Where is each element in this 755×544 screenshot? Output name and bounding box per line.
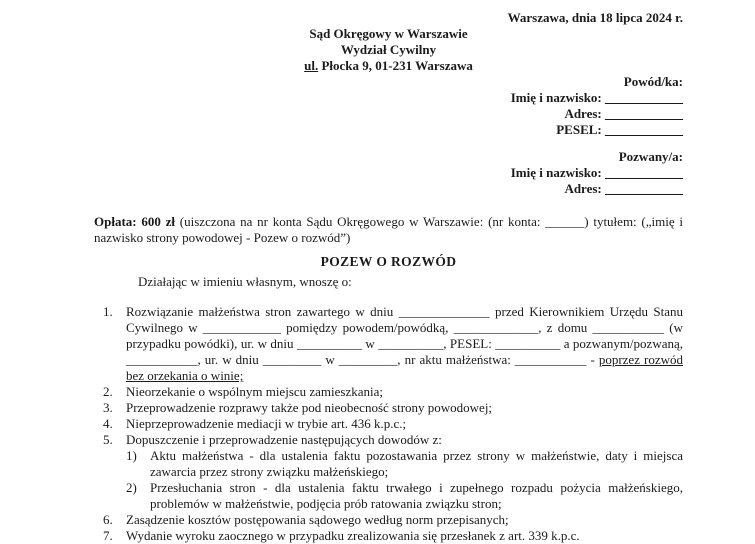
petition-item-1: [94, 304, 683, 384]
defendant-address-blank: ____________: [605, 181, 683, 196]
item-number: 2.: [103, 384, 113, 399]
court-block: [94, 26, 683, 74]
plaintiff-name-label: Imię i nazwisko:: [510, 90, 605, 105]
document-title: POZEW O ROZWÓD: [320, 254, 457, 269]
defendant-address-label: Adres:: [564, 181, 605, 196]
defendant-block: [94, 149, 683, 197]
sub-item-text: Aktu małżeństwa - dla ustalenia faktu pozostawania przez strony w małżeństwie, daty i miejsca zawarcia przez strony związku małżeńskiego;: [150, 448, 683, 479]
fee-paragraph: [94, 214, 683, 246]
item-text: [126, 304, 683, 384]
item-number: 5.: [103, 432, 113, 447]
court-address-street-abbr: ul.: [304, 58, 319, 73]
petition-item-5-sub-1: [126, 448, 683, 480]
defendant-name-label: Imię i nazwisko:: [510, 165, 605, 180]
petition-item-3: [94, 400, 683, 416]
item-text: [126, 432, 683, 512]
plaintiff-heading: Powód/ka:: [623, 74, 683, 89]
plaintiff-name-field: [94, 90, 683, 106]
item-number: 6.: [103, 512, 113, 527]
sub-item-number: 1): [126, 448, 137, 463]
petition-item-6: [94, 512, 683, 528]
item-text: Nieprzeprowadzenie mediacji w trybie art. 436 k.p.c.;: [126, 416, 407, 431]
item-text: Wydanie wyroku zaocznego w przypadku zrealizowania się przesłanek z art. 339 k.p.c.: [126, 528, 580, 543]
sub-item-number: 2): [126, 480, 137, 495]
plaintiff-name-blank: ____________: [605, 90, 683, 105]
item-text: Zasądzenie kosztów postępowania sądowego według norm przepisanych;: [126, 512, 509, 527]
plaintiff-pesel-label: PESEL:: [556, 122, 605, 137]
defendant-heading: Pozwany/a:: [618, 149, 683, 164]
court-address-rest: Płocka 9, 01-231 Warszawa: [318, 58, 473, 73]
item-1-text: Rozwiązanie małżeństwa stron zawartego w dniu ______________ przed Kierownikiem Urzędu Stanu Cywilnego w ____________ pomiędzy powodem/powódką, _____________, z domu ___________ (w przypadku powódki), ur. w dniu __________ w __________, PESEL: __________ a pozwanym/pozwaną, ___________, ur. w dniu _________ w _________, nr aktu małżeństwa: ___________ -: [126, 304, 683, 367]
item-number: 1.: [103, 304, 113, 319]
plaintiff-address-blank: ____________: [605, 106, 683, 121]
petition-item-2: [94, 384, 683, 400]
plaintiff-block: [94, 74, 683, 138]
plaintiff-address-field: [94, 106, 683, 122]
item-number: 7.: [103, 528, 113, 543]
defendant-name-field: [94, 165, 683, 181]
petition-item-4: [94, 416, 683, 432]
petition-item-5-sub-2: [126, 480, 683, 512]
item-number: 3.: [103, 400, 113, 415]
intro-line: Działając w imieniu własnym, wnoszę o:: [138, 274, 352, 289]
court-division: Wydział Cywilny: [340, 42, 437, 57]
petition-item-5: [94, 432, 683, 512]
plaintiff-pesel-field: [94, 122, 683, 138]
petition-list: [94, 304, 683, 544]
item-5-lead-text: Dopuszczenie i przeprowadzenie następujących dowodów z:: [126, 432, 442, 447]
item-number: 4.: [103, 416, 113, 431]
defendant-name-blank: ____________: [605, 165, 683, 180]
item-text: Przeprowadzenie rozprawy także pod nieobecność strony powodowej;: [126, 400, 493, 415]
fee-amount: Opłata: 600 zł: [94, 214, 176, 229]
item-1-underlined-clause: poprzez rozwód bez orzekania o winie;: [126, 352, 684, 383]
defendant-address-field: [94, 181, 683, 197]
court-name: Sąd Okręgowy w Warszawie: [309, 26, 468, 41]
petition-item-7: [94, 528, 683, 544]
date-line: Warszawa, dnia 18 lipca 2024 r.: [507, 10, 683, 25]
fee-details: (uiszczona na nr konta Sądu Okręgowego w Warszawie: (nr konta: ______) tytułem: („imię i nazwisko strony powodowej - Pozew o rozwód”): [94, 214, 684, 245]
court-address: [94, 58, 683, 74]
item-text: Nieorzekanie o wspólnym miejscu zamieszkania;: [126, 384, 384, 399]
plaintiff-pesel-blank: ____________: [605, 122, 683, 137]
plaintiff-address-label: Adres:: [564, 106, 605, 121]
sub-item-text: Przesłuchania stron - dla ustalenia faktu trwałego i zupełnego rozpadu pożycia małżeńskiego, problemów w małżeństwie, podjęcia prób ratowania związku stron;: [150, 480, 683, 511]
